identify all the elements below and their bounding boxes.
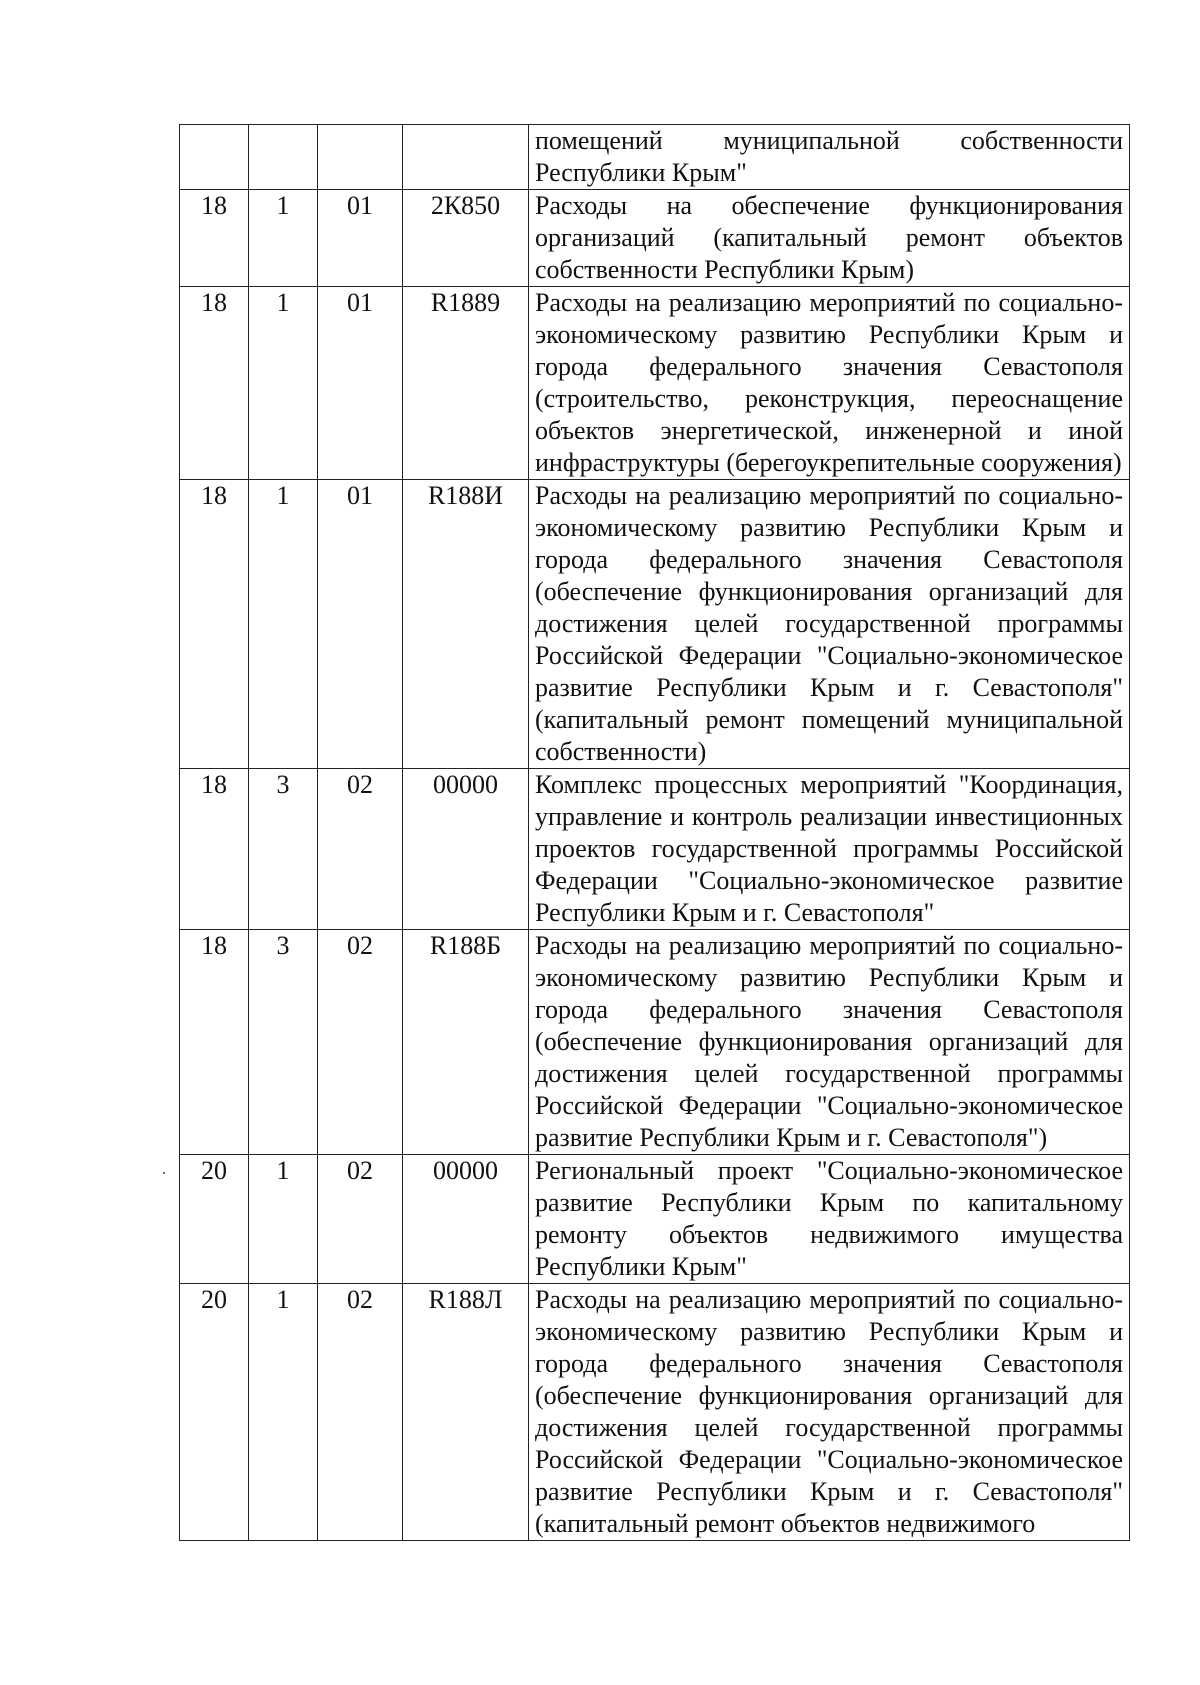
row-description: Расходы на реализацию мероприятий по социально-экономическому развитию Республики Крым и города федерального значения Севастополя (обеспечение функционирования организаций для достижения целей государственной программы Российской Федерации "Социально-экономическое развитие Республики Крым и г. Севастополя" (капитальный ремонт объектов недвижимого: [529, 1284, 1130, 1541]
row-description: помещений муниципальной собственности Республики Крым": [529, 125, 1130, 190]
code-col-3: 02: [318, 769, 403, 930]
row-description: Расходы на обеспечение функционирования организаций (капитальный ремонт объектов собственности Республики Крым): [529, 190, 1130, 287]
code-col-3: 01: [318, 480, 403, 769]
code-col-2: 3: [249, 930, 318, 1155]
code-col-1: [180, 125, 249, 190]
budget-code-table: [179, 124, 1130, 1541]
code-col-2: 1: [249, 1155, 318, 1284]
code-col-2: [249, 125, 318, 190]
code-col-1: 20: [180, 1155, 249, 1284]
code-col-1: 18: [180, 769, 249, 930]
row-description: Расходы на реализацию мероприятий по социально-экономическому развитию Республики Крым и города федерального значения Севастополя (обеспечение функционирования организаций для достижения целей государственной программы Российской Федерации "Социально-экономическое развитие Республики Крым и г. Севастополя" (капитальный ремонт помещений муниципальной собственности): [529, 480, 1130, 769]
table-row: [180, 1155, 1130, 1284]
code-col-2: 1: [249, 190, 318, 287]
code-col-1: 18: [180, 480, 249, 769]
row-description: Расходы на реализацию мероприятий по социально-экономическому развитию Республики Крым и города федерального значения Севастополя (обеспечение функционирования организаций для достижения целей государственной программы Российской Федерации "Социально-экономическое развитие Республики Крым и г. Севастополя"): [529, 930, 1130, 1155]
code-col-4: [403, 125, 529, 190]
table-row: [180, 287, 1130, 480]
table-row: [180, 769, 1130, 930]
code-col-1: 20: [180, 1284, 249, 1541]
table-row: [180, 1284, 1130, 1541]
code-col-4: R188Б: [403, 930, 529, 1155]
code-col-2: 3: [249, 769, 318, 930]
table-row: [180, 125, 1130, 190]
code-col-1: 18: [180, 930, 249, 1155]
code-col-4: 00000: [403, 769, 529, 930]
table-row: [180, 190, 1130, 287]
code-col-3: 02: [318, 1284, 403, 1541]
code-col-3: 02: [318, 930, 403, 1155]
code-col-4: 2К850: [403, 190, 529, 287]
table-row: [180, 480, 1130, 769]
code-col-3: 01: [318, 287, 403, 480]
row-description: Комплекс процессных мероприятий "Координация, управление и контроль реализации инвестиционных проектов государственной программы Российской Федерации "Социально-экономическое развитие Республики Крым и г. Севастополя": [529, 769, 1130, 930]
code-col-4: R1889: [403, 287, 529, 480]
row-description: Региональный проект "Социально-экономическое развитие Республики Крым по капитальному ремонту объектов недвижимого имущества Республики Крым": [529, 1155, 1130, 1284]
code-col-2: 1: [249, 480, 318, 769]
code-col-4: R188И: [403, 480, 529, 769]
code-col-1: 18: [180, 287, 249, 480]
table-row: [180, 930, 1130, 1155]
code-col-4: R188Л: [403, 1284, 529, 1541]
code-col-3: [318, 125, 403, 190]
scan-speck: [163, 1172, 165, 1174]
code-col-2: 1: [249, 1284, 318, 1541]
code-col-2: 1: [249, 287, 318, 480]
code-col-4: 00000: [403, 1155, 529, 1284]
code-col-3: 02: [318, 1155, 403, 1284]
code-col-1: 18: [180, 190, 249, 287]
code-col-3: 01: [318, 190, 403, 287]
row-description: Расходы на реализацию мероприятий по социально-экономическому развитию Республики Крым и города федерального значения Севастополя (строительство, реконструкция, переоснащение объектов энергетической, инженерной и иной инфраструктуры (берегоукрепительные сооружения): [529, 287, 1130, 480]
